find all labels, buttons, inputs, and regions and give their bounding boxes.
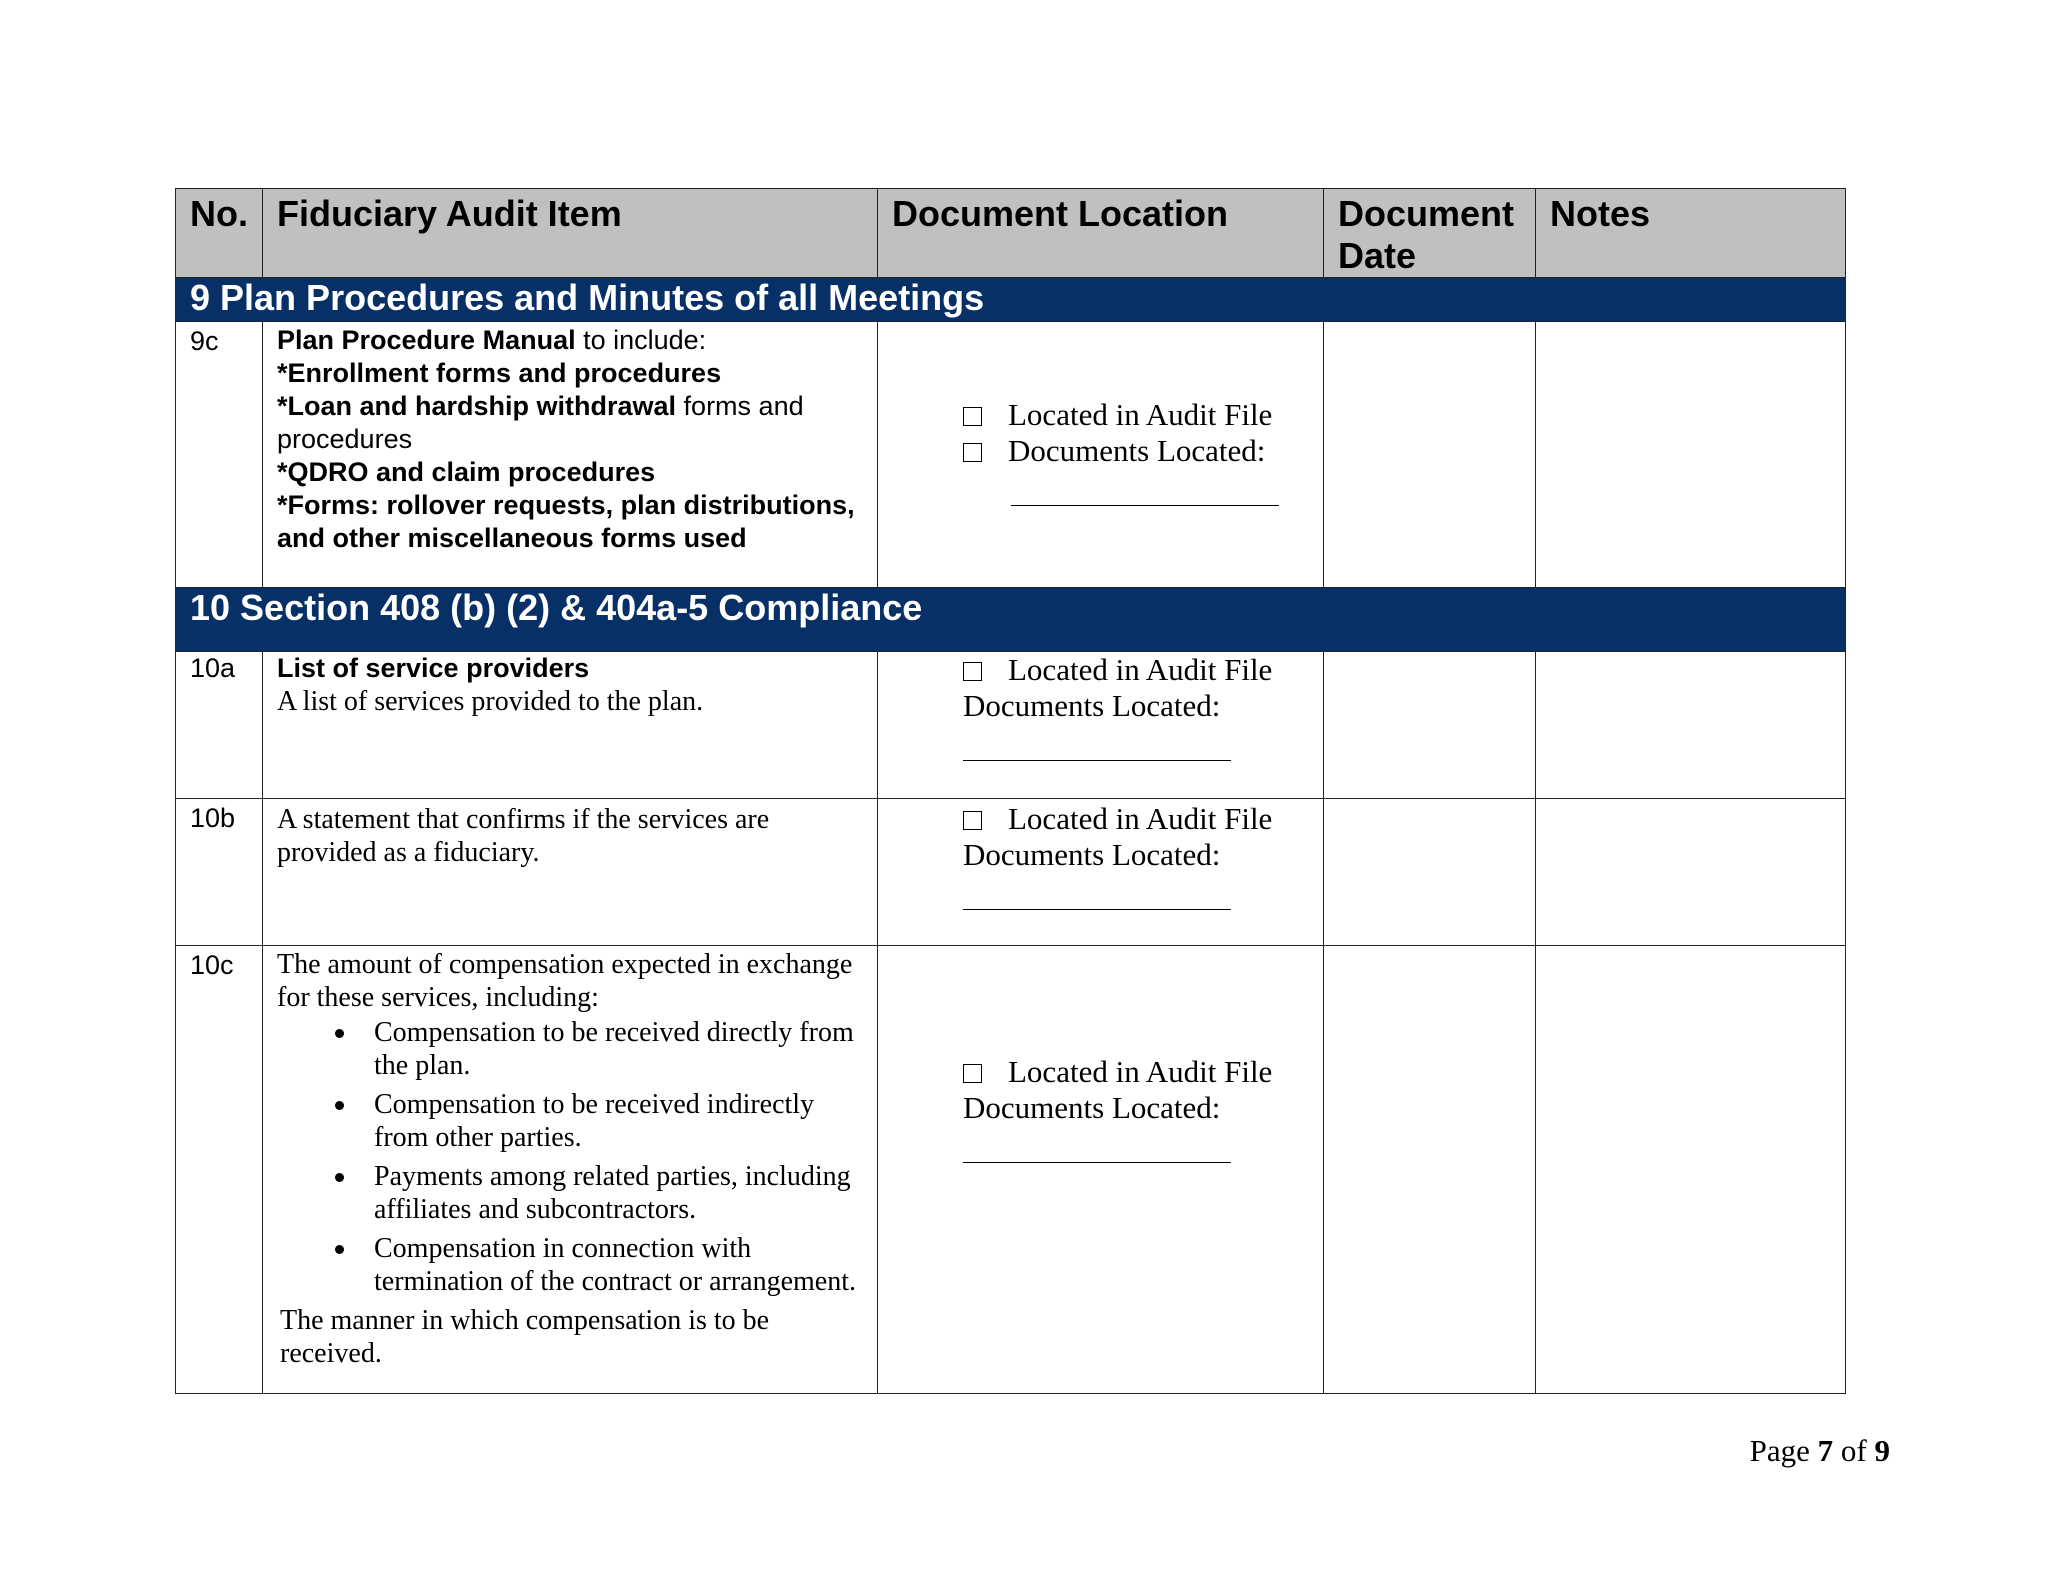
- document-location-cell: [878, 322, 1324, 588]
- audit-item-line: [277, 324, 863, 357]
- audit-item-line: *QDRO and claim procedures: [277, 457, 656, 487]
- document-location-cell: [878, 652, 1324, 799]
- page-of: of: [1833, 1433, 1875, 1468]
- row-number: 9c: [176, 322, 263, 588]
- document-date-cell[interactable]: [1324, 946, 1536, 1394]
- audit-item-cell: [263, 652, 878, 799]
- located-in-audit-file-checkbox[interactable]: [963, 662, 982, 681]
- located-in-audit-file-option: [963, 397, 1323, 433]
- compensation-bullet-list: [277, 1016, 863, 1298]
- table-row-9c: [176, 322, 1846, 588]
- list-item: Compensation to be received indirectly from other parties.: [374, 1088, 863, 1154]
- located-in-audit-file-checkbox[interactable]: [963, 407, 982, 426]
- list-item: Compensation to be received directly from the plan.: [374, 1016, 863, 1082]
- located-in-audit-file-checkbox[interactable]: [963, 1064, 982, 1083]
- audit-item-bold: Plan Procedure Manual: [277, 325, 576, 355]
- table-header-row: [176, 189, 1846, 278]
- list-item: Compensation in connection with termination of the contract or arrangement.: [374, 1232, 863, 1298]
- document-date-cell[interactable]: [1324, 799, 1536, 946]
- header-document-date: Document Date: [1324, 189, 1536, 278]
- audit-item-cell: [263, 322, 878, 588]
- audit-item-cell: A statement that confirms if the services are provided as a fiduciary.: [263, 799, 878, 946]
- documents-located-label: Documents Located:: [963, 1090, 1221, 1125]
- table-row-10b: [176, 799, 1846, 946]
- section-10-title: 10 Section 408 (b) (2) & 404a-5 Compliance: [176, 588, 1846, 652]
- located-in-audit-file-option: [963, 1054, 1323, 1090]
- document-date-cell[interactable]: [1324, 322, 1536, 588]
- section-9-title: 9 Plan Procedures and Minutes of all Meetings: [176, 278, 1846, 322]
- audit-item-text: to include:: [575, 325, 707, 355]
- table-row-10c: [176, 946, 1846, 1394]
- row-number: 10a: [176, 652, 263, 799]
- audit-item-line: *Forms: rollover requests, plan distributions, and other miscellaneous forms used: [277, 490, 855, 553]
- located-in-audit-file-label: Located in Audit File: [1008, 801, 1273, 836]
- row-number: 10b: [176, 799, 263, 946]
- document-location-cell: [878, 946, 1324, 1394]
- audit-item-intro: The amount of compensation expected in exchange for these services, including:: [277, 949, 853, 1013]
- documents-located-blank-line[interactable]: [963, 760, 1231, 761]
- header-no: No.: [176, 189, 263, 278]
- page-prefix: Page: [1749, 1433, 1818, 1468]
- audit-item-line: [277, 390, 863, 456]
- notes-cell[interactable]: [1536, 799, 1846, 946]
- audit-item-text: forms and procedures: [277, 391, 804, 454]
- located-in-audit-file-label: Located in Audit File: [1008, 397, 1273, 432]
- header-fiduciary-audit-item: Fiduciary Audit Item: [263, 189, 878, 278]
- list-item: Payments among related parties, including affiliates and subcontractors.: [374, 1160, 863, 1226]
- located-in-audit-file-option: [963, 801, 1323, 837]
- section-9-row: [176, 278, 1846, 322]
- documents-located-label: Documents Located:: [963, 688, 1221, 723]
- located-in-audit-file-label: Located in Audit File: [1008, 1054, 1273, 1089]
- notes-cell[interactable]: [1536, 946, 1846, 1394]
- audit-item-bold: *Loan and hardship withdrawal: [277, 391, 677, 421]
- documents-located-blank-line[interactable]: [963, 909, 1231, 910]
- audit-item-cell: [263, 946, 878, 1394]
- header-notes: Notes: [1536, 189, 1846, 278]
- fiduciary-audit-table: [175, 188, 1846, 1394]
- total-pages: 9: [1874, 1433, 1890, 1468]
- audit-item-description: A list of services provided to the plan.: [277, 686, 704, 717]
- documents-located-label: Documents Located:: [963, 837, 1221, 872]
- header-document-location: Document Location: [878, 189, 1324, 278]
- documents-located-checkbox[interactable]: [963, 443, 982, 462]
- section-10-row: [176, 588, 1846, 652]
- audit-item-line: *Enrollment forms and procedures: [277, 358, 722, 388]
- table-row-10a: [176, 652, 1846, 799]
- documents-located-option: [963, 433, 1323, 469]
- audit-item-title: List of service providers: [277, 653, 590, 683]
- documents-located-blank-line[interactable]: [963, 1162, 1231, 1163]
- page-number-footer: [1740, 1433, 1890, 1469]
- located-in-audit-file-checkbox[interactable]: [963, 811, 982, 830]
- notes-cell[interactable]: [1536, 652, 1846, 799]
- row-number: 10c: [176, 946, 263, 1394]
- located-in-audit-file-label: Located in Audit File: [1008, 652, 1273, 687]
- documents-located-label: Documents Located:: [1008, 433, 1266, 468]
- located-in-audit-file-option: [963, 652, 1323, 688]
- document-location-cell: [878, 799, 1324, 946]
- notes-cell[interactable]: [1536, 322, 1846, 588]
- documents-located-blank-line[interactable]: [1011, 505, 1279, 506]
- audit-item-outro: The manner in which compensation is to be received.: [280, 1305, 770, 1369]
- document-date-cell[interactable]: [1324, 652, 1536, 799]
- current-page: 7: [1817, 1433, 1834, 1468]
